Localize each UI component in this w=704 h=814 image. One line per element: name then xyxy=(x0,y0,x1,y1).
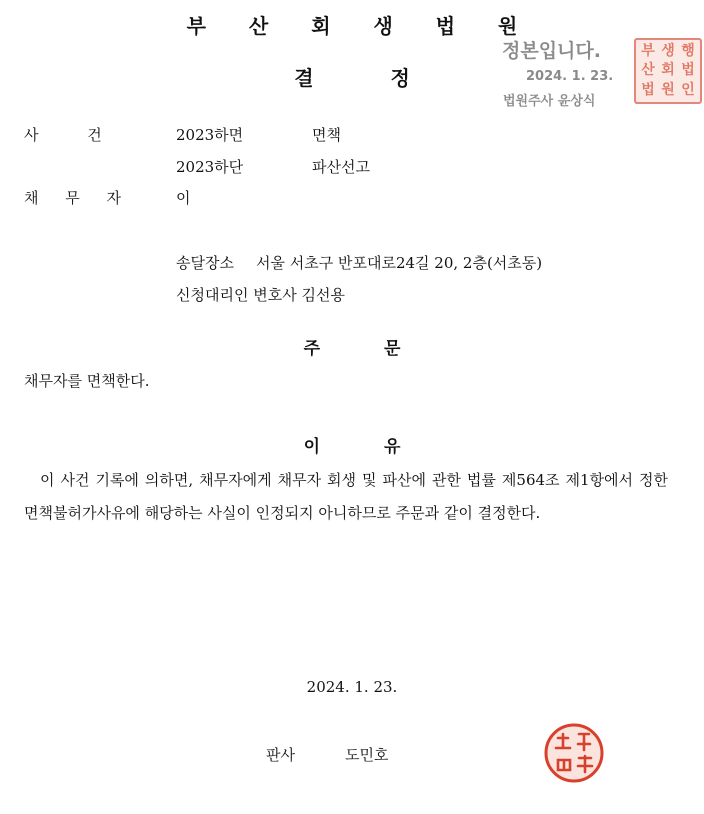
certification-date: 2024. 1. 23. xyxy=(526,69,614,84)
seal-char: 행 xyxy=(681,43,695,59)
applicant-agent: 신청대리인 변호사 김선용 xyxy=(176,286,345,304)
debtor-name: 이 xyxy=(176,189,191,207)
seal-char: 회 xyxy=(661,62,675,79)
order-text: 채무자를 면책한다. xyxy=(24,372,150,390)
court-seal xyxy=(634,38,702,104)
reason-text: 이 사건 기록에 의하면, 채무자에게 채무자 회생 및 파산에 관한 법률 제564조 제1항에서 정한 면책불허가사유에 해당하는 사실이 인정되지 아니하므로 주문과 같이 결정한다. xyxy=(24,471,668,522)
reason-heading: 이 유 xyxy=(303,437,401,457)
case-number: 2023하단 xyxy=(176,158,244,176)
seal-char: 원 xyxy=(661,81,675,98)
seal-char: 생 xyxy=(661,43,675,59)
seal-char: 인 xyxy=(681,81,695,98)
seal-char: 산 xyxy=(641,62,655,79)
judge-title: 판사 xyxy=(266,746,295,764)
service-address-label: 송달장소 xyxy=(176,254,234,272)
debtor-label: 채 무 자 xyxy=(24,189,122,207)
case-number: 2023하면 xyxy=(176,126,244,144)
seal-char: 법 xyxy=(641,81,655,98)
case-type: 파산선고 xyxy=(312,158,370,176)
case-type: 면책 xyxy=(312,126,341,144)
service-address: 서울 서초구 반포대로24길 20, 2층(서초동) xyxy=(256,254,543,272)
court-name: 부 산 회 생 법 원 xyxy=(186,14,536,38)
order-heading: 주 문 xyxy=(303,339,401,359)
court-clerk: 법원주사 윤상식 xyxy=(503,94,596,109)
judge-seal xyxy=(534,716,610,790)
decision-date: 2024. 1. 23. xyxy=(306,678,398,696)
document-type-title: 결 정 xyxy=(294,66,410,90)
seal-char: 법 xyxy=(681,62,695,79)
judge-name: 도민호 xyxy=(345,746,389,764)
case-label: 사 건 xyxy=(24,126,102,144)
seal-char: 부 xyxy=(641,43,655,59)
certified-copy-stamp: 정본입니다. xyxy=(502,40,601,62)
